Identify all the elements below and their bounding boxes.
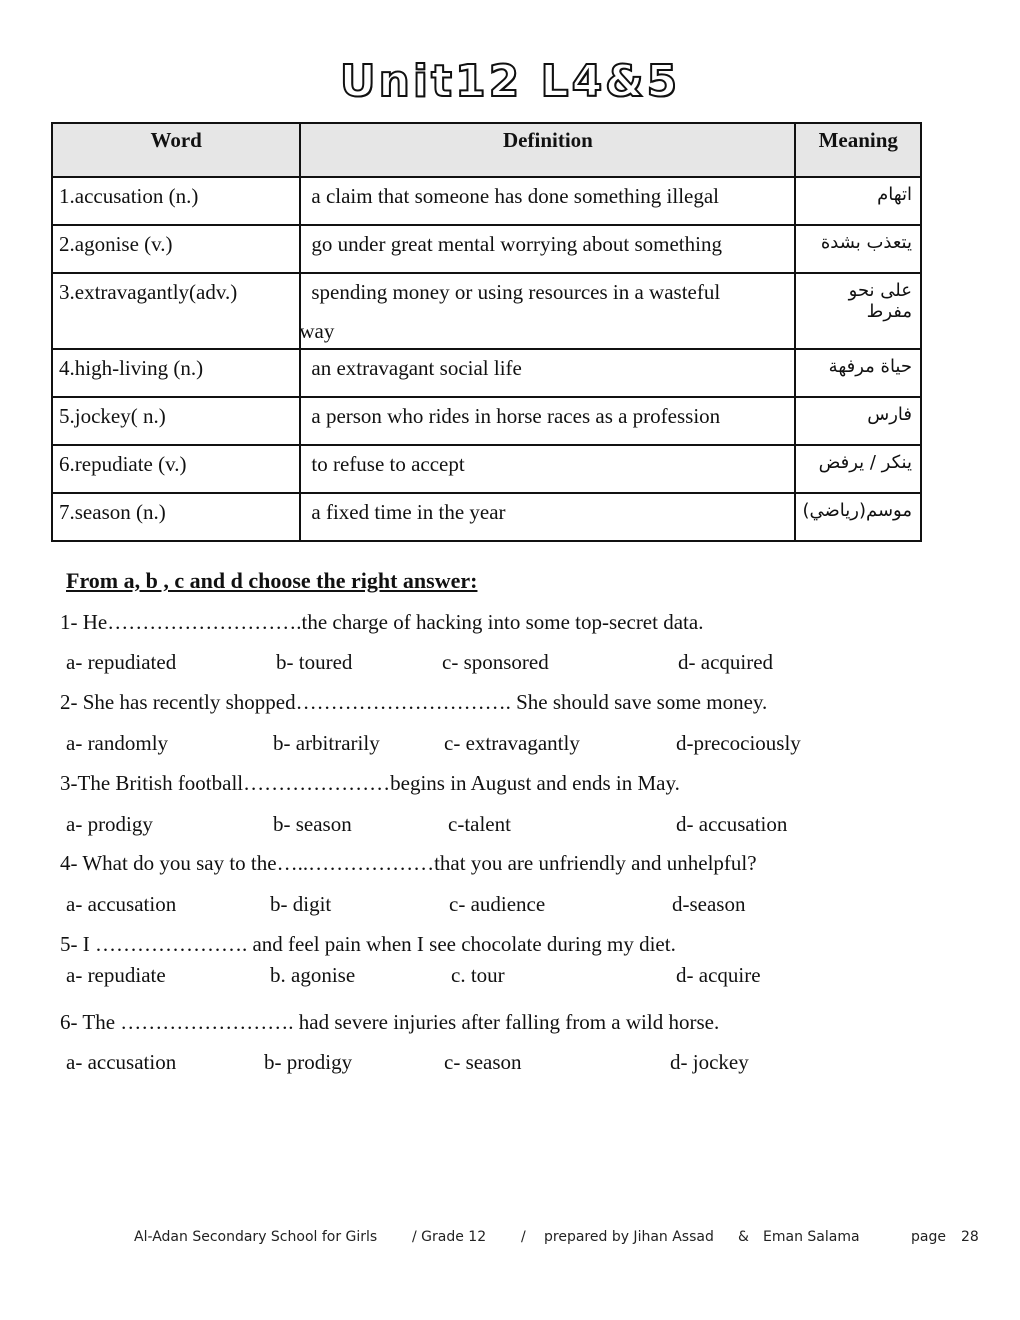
option-d: d-precociously [676, 731, 801, 755]
word-cell: 7.season (n.) [52, 493, 300, 541]
word-cell: 3.extravagantly(adv.) [52, 273, 300, 349]
option-d: d- jockey [670, 1050, 749, 1074]
option-a: a- randomly [66, 731, 169, 755]
option-c: c- sponsored [442, 650, 549, 674]
footer-school: Al-Adan Secondary School for Girls [134, 1229, 378, 1245]
meaning-cell: يتعذب بشدة [795, 225, 921, 273]
option-d: d- accusation [676, 812, 788, 836]
table-row [52, 225, 921, 273]
question-4: 4- What do you say to the…..………………that you are unfriendly and unhelpful? [60, 851, 757, 875]
page-title: Unit12 L4&5 [339, 56, 681, 107]
question-2: 2- She has recently shopped…………………………. She should save some money. [60, 690, 768, 714]
option-b: b. agonise [270, 963, 356, 987]
option-d: d-season [672, 892, 746, 916]
table-row [52, 177, 921, 225]
word-cell: 6.repudiate (v.) [52, 445, 300, 493]
definition-cell: a fixed time in the year [300, 493, 795, 541]
footer-ampersand: & [738, 1229, 749, 1245]
options-4 [66, 892, 966, 922]
footer-page-label: page [911, 1229, 946, 1245]
header-word: Word [52, 123, 300, 177]
exercise-instruction: From a, b , c and d choose the right answer: [66, 568, 478, 593]
meaning-cell: موسم(رياضي) [795, 493, 921, 541]
word-cell: 1.accusation (n.) [52, 177, 300, 225]
meaning-cell: فارس [795, 397, 921, 445]
word-cell: 2.agonise (v.) [52, 225, 300, 273]
definition-cell: a claim that someone has done something illegal [300, 177, 795, 225]
options-3 [66, 812, 966, 842]
table-row [52, 273, 921, 349]
definition-cell: a person who rides in horse races as a profession [300, 397, 795, 445]
option-b: b- arbitrarily [273, 731, 380, 755]
option-d: d- acquire [676, 963, 761, 987]
meaning-cell: على نحو مفرط [795, 273, 921, 349]
definition-cell [300, 273, 795, 349]
table-row [52, 493, 921, 541]
option-a: a- prodigy [66, 812, 153, 836]
footer-separator: / [521, 1229, 526, 1245]
table-row [52, 445, 921, 493]
definition-text: spending money or using resources in a wasteful [311, 280, 721, 304]
option-a: a- accusation [66, 1050, 177, 1074]
footer-prepared-by: prepared by Jihan Assad [544, 1229, 714, 1245]
option-a: a- repudiate [66, 963, 166, 987]
option-c: c- season [444, 1050, 522, 1074]
header-meaning: Meaning [795, 123, 921, 177]
option-c: c. tour [451, 963, 505, 987]
options-1 [66, 650, 966, 680]
option-c: c- audience [449, 892, 546, 916]
footer-grade: / Grade 12 [412, 1229, 487, 1245]
header-definition: Definition [300, 123, 795, 177]
options-6 [66, 1050, 966, 1080]
option-a: a- repudiated [66, 650, 177, 674]
option-c: c- extravagantly [444, 731, 580, 755]
table-row [52, 349, 921, 397]
meaning-cell: حياة مرفهة [795, 349, 921, 397]
question-6: 6- The ……………………. had severe injuries after falling from a wild horse. [60, 1010, 720, 1034]
footer-page-number: 28 [961, 1229, 979, 1245]
option-b: b- toured [276, 650, 353, 674]
word-cell: 5.jockey( n.) [52, 397, 300, 445]
word-cell: 4.high-living (n.) [52, 349, 300, 397]
table-header-row [52, 123, 921, 177]
meaning-cell: ينكر / يرفض [795, 445, 921, 493]
options-5 [66, 963, 966, 993]
options-2 [66, 731, 966, 761]
question-3: 3-The British football…………………begins in August and ends in May. [60, 771, 680, 795]
meaning-cell: اتهام [795, 177, 921, 225]
option-b: b- prodigy [264, 1050, 353, 1074]
definition-cell: go under great mental worrying about something [300, 225, 795, 273]
question-5: 5- I …………………. and feel pain when I see chocolate during my diet. [60, 932, 676, 956]
question-1: 1- He……………………….the charge of hacking into some top-secret data. [60, 610, 704, 634]
option-a: a- accusation [66, 892, 177, 916]
footer-coauthor: Eman Salama [763, 1229, 860, 1245]
option-b: b- season [273, 812, 352, 836]
option-b: b- digit [270, 892, 332, 916]
table-row [52, 397, 921, 445]
definition-cell: an extravagant social life [300, 349, 795, 397]
option-d: d- acquired [678, 650, 774, 674]
definition-text-continued: way [299, 319, 335, 343]
option-c: c-talent [448, 812, 511, 836]
definition-cell: to refuse to accept [300, 445, 795, 493]
vocabulary-table [51, 122, 922, 542]
